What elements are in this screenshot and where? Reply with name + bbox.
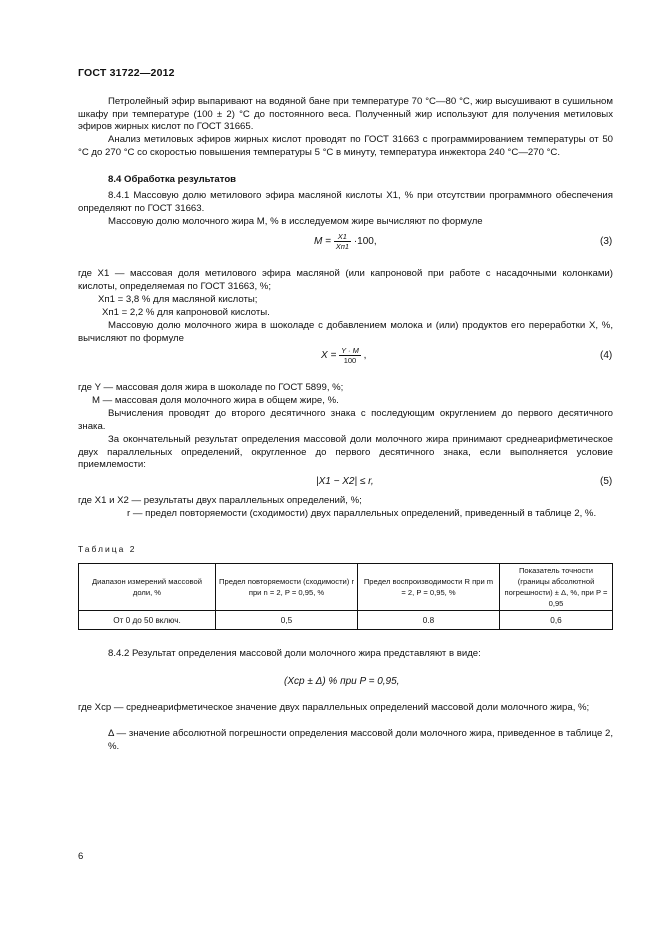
- table-cell-repeatability: 0,5: [216, 611, 358, 630]
- page-number: 6: [78, 851, 84, 862]
- paragraph-final-result: За окончательный результат определения массовой доли молочного жира принимают среднеарифметическое двух параллельных определений, округленное до первого десятичного знака, если выполняется условие приемлемости:: [78, 434, 613, 471]
- paragraph-fatty-acid-analysis: Анализ метиловых эфиров жирных кислот проводят по ГОСТ 31663 с программированием температуры от 50 °С до 270 °С со скоростью повышения температуры 5 °С в минуту, температура инжектора 240 °С—270 °С.: [78, 134, 613, 158]
- formula-5: |X1 − X2| ≤ r,: [316, 476, 374, 487]
- formula-3: [314, 232, 377, 251]
- equation-number-4: (4): [600, 350, 613, 361]
- formula-4-fraction: [339, 346, 361, 365]
- table-caption: Таблица 2: [78, 544, 137, 554]
- formula-3-rest: ·100,: [353, 236, 377, 248]
- paragraph-8-4-1: 8.4.1 Массовую долю метилового эфира масляной кислоты X1, % при отсутствии программного обеспечения определяют по ГОСТ 31663.: [78, 190, 613, 214]
- formula-3-denominator: Xп1: [335, 242, 350, 251]
- table-row: [79, 611, 613, 630]
- table-cell-accuracy: 0,6: [500, 611, 613, 630]
- where-x1-x2-definition: где X1 и X2 — результаты двух параллельных определений, %;: [78, 495, 362, 506]
- table-header-reproducibility: Предел воспроизводимости R при m = 2, P = 0,95, %: [358, 564, 500, 611]
- table-2: [78, 563, 613, 630]
- equation-number-5: (5): [600, 476, 613, 487]
- table-header-row: [79, 564, 613, 611]
- where-r-definition: r — предел повторяемости (сходимости) двух параллельных определений, приведенный в таблице 2, %.: [127, 508, 597, 519]
- table-header-repeatability: Предел повторяемости (сходимости) r при n = 2, P = 0,95, %: [216, 564, 358, 611]
- formula-4-rest: ,: [363, 350, 367, 362]
- formula-3-numerator: X1: [334, 232, 351, 242]
- where-xcp-definition: где Xср — среднеарифметическое значение двух параллельных определений массовой доли молочного жира, %;: [78, 702, 590, 713]
- where-delta-definition: Δ — значение абсолютной погрешности определения массовой доли молочного жира, приведенное в таблице 2, %.: [108, 728, 613, 752]
- document-header: ГОСТ 31722—2012: [78, 67, 175, 79]
- paragraph-petroleum-ether: Петролейный эфир выпаривают на водяной бане при температуре 70 °С—80 °С, жир высушивают в сушильном шкафу при температуре (100 ± 2) °С до постоянного веса. Полученный жир используют для получения метиловых эфиров жирных кислот по ГОСТ 31665.: [78, 96, 613, 133]
- where-m-definition: M — массовая доля молочного жира в общем жире, %.: [92, 395, 339, 406]
- paragraph-calculation-precision: Вычисления проводят до второго десятичного знака с последующим округлением до первого десятичного знака.: [78, 408, 613, 432]
- table-cell-range: От 0 до 50 включ.: [79, 611, 216, 630]
- formula-4-numerator: Y · M: [341, 346, 359, 355]
- where-x1-definition: где X1 — массовая доля метилового эфира масляной (или капроновой при работе с насадочными колонками) кислоты, определяемая по ГОСТ 31663, %;: [78, 268, 613, 292]
- paragraph-chocolate-formula-intro: Массовую долю молочного жира в шоколаде с добавлением молока и (или) продуктов его переработки X, %, вычисляют по формуле: [78, 320, 613, 344]
- table-cell-reproducibility: 0.8: [358, 611, 500, 630]
- formula-3-fraction: [334, 232, 351, 251]
- equation-number-3: (3): [600, 236, 613, 247]
- section-heading: 8.4 Обработка результатов: [108, 174, 237, 185]
- paragraph-milk-fat-formula-intro: Массовую долю молочного жира M, % в исследуемом жире вычисляют по формуле: [108, 216, 483, 227]
- table-header-range: Диапазон измерений массовой доли, %: [79, 564, 216, 611]
- formula-4-denominator: 100: [343, 356, 357, 365]
- formula-3-lhs: M =: [314, 236, 331, 248]
- formula-4: [321, 346, 366, 365]
- formula-4-lhs: X =: [321, 350, 337, 362]
- where-xn1-caproic: Xп1 = 2,2 % для капроновой кислоты.: [102, 307, 270, 318]
- paragraph-8-4-2: 8.4.2 Результат определения массовой доли молочного жира представляют в виде:: [108, 648, 481, 659]
- where-y-definition: где Y — массовая доля жира в шоколаде по ГОСТ 5899, %;: [78, 382, 344, 393]
- formula-result: (Xср ± Δ) % при P = 0,95,: [284, 676, 400, 687]
- table-header-accuracy: Показатель точности (границы абсолютной погрешности) ± Δ, %, при P = 0,95: [500, 564, 613, 611]
- where-xn1-butyric: Xп1 = 3,8 % для масляной кислоты;: [98, 294, 258, 305]
